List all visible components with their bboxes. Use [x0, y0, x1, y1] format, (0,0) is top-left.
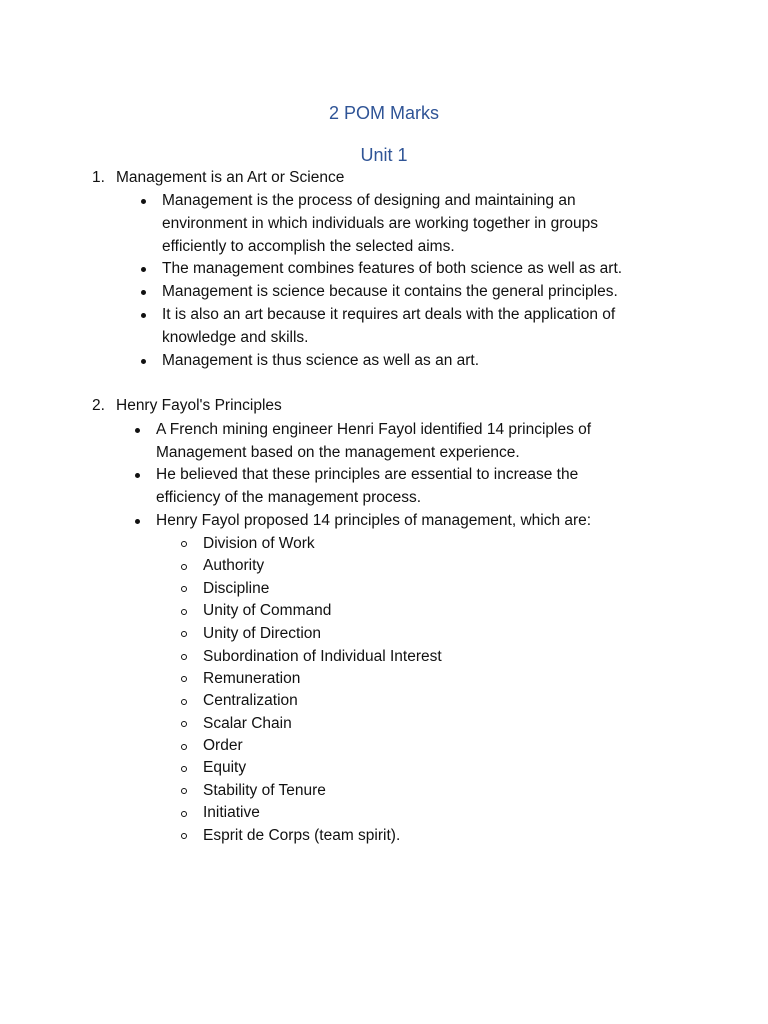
- bullet-icon: [135, 519, 140, 524]
- principle-item: Scalar Chain: [203, 715, 292, 732]
- bullet-icon: [141, 359, 146, 364]
- section-number: 2.: [92, 397, 105, 414]
- principle-item: Initiative: [203, 804, 260, 821]
- circle-bullet-icon: [181, 586, 187, 592]
- bullet-icon: [141, 313, 146, 318]
- circle-bullet-icon: [181, 631, 187, 637]
- bullet-icon: [141, 199, 146, 204]
- section-heading: Henry Fayol's Principles: [116, 397, 282, 414]
- bullet-icon: [141, 267, 146, 272]
- document-title: 2 POM Marks: [328, 103, 439, 123]
- circle-bullet-icon: [181, 699, 187, 705]
- circle-bullet-icon: [181, 833, 187, 839]
- bullet-text: knowledge and skills.: [162, 329, 309, 346]
- principle-item: Stability of Tenure: [203, 782, 326, 799]
- bullet-text: Management is thus science as well as an art.: [162, 352, 480, 369]
- unit-heading: Unit 1: [360, 145, 408, 165]
- circle-bullet-icon: [181, 609, 187, 615]
- circle-bullet-icon: [181, 564, 187, 570]
- principle-item: Authority: [203, 557, 265, 574]
- section-number: 1.: [92, 169, 105, 186]
- circle-bullet-icon: [181, 744, 187, 750]
- bullet-icon: [135, 473, 140, 478]
- principle-item: Centralization: [203, 692, 298, 709]
- circle-bullet-icon: [181, 766, 187, 772]
- principle-item: Remuneration: [203, 670, 301, 687]
- circle-bullet-icon: [181, 811, 187, 817]
- bullet-icon: [141, 290, 146, 295]
- principle-item: Division of Work: [203, 535, 315, 552]
- section-heading: Management is an Art or Science: [116, 169, 345, 186]
- bullet-text: Management based on the management experience.: [156, 444, 520, 461]
- circle-bullet-icon: [181, 788, 187, 794]
- principle-item: Subordination of Individual Interest: [203, 648, 442, 665]
- bullet-text: efficiently to accomplish the selected aims.: [162, 238, 455, 255]
- bullet-text: He believed that these principles are essential to increase the: [156, 466, 579, 483]
- bullet-text: A French mining engineer Henri Fayol identified 14 principles of: [156, 421, 592, 438]
- principle-item: Order: [203, 737, 243, 754]
- bullet-text: Management is the process of designing and maintaining an: [162, 192, 576, 209]
- bullet-text: efficiency of the management process.: [156, 489, 422, 506]
- principle-item: Equity: [203, 759, 247, 776]
- principle-item: Discipline: [203, 580, 270, 597]
- bullet-text: The management combines features of both science as well as art.: [162, 260, 623, 277]
- circle-bullet-icon: [181, 676, 187, 682]
- bullet-text: Management is science because it contains the general principles.: [162, 283, 618, 300]
- circle-bullet-icon: [181, 541, 187, 547]
- principle-item: Esprit de Corps (team spirit).: [203, 827, 401, 844]
- bullet-icon: [135, 428, 140, 433]
- circle-bullet-icon: [181, 654, 187, 660]
- bullet-text: Henry Fayol proposed 14 principles of management, which are:: [156, 512, 592, 529]
- circle-bullet-icon: [181, 721, 187, 727]
- bullet-text: environment in which individuals are working together in groups: [162, 215, 598, 232]
- principle-item: Unity of Command: [203, 602, 332, 619]
- principle-item: Unity of Direction: [203, 625, 322, 642]
- bullet-text: It is also an art because it requires art deals with the application of: [162, 306, 616, 323]
